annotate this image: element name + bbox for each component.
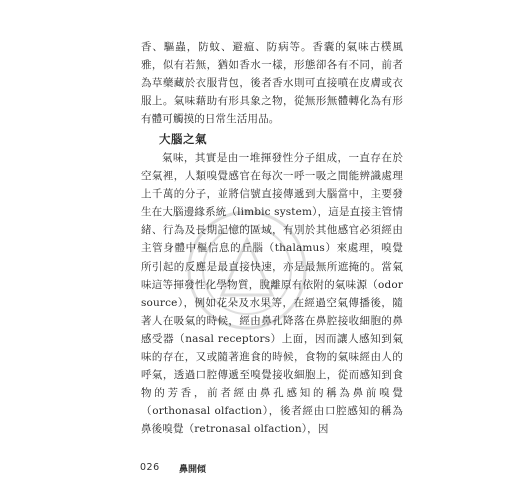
section-heading: 大腦之氣 xyxy=(159,132,207,146)
running-title: 鼻開傾 xyxy=(179,465,207,475)
intro-paragraph: 香、驅蟲，防蚊、避瘟、防病等。香囊的氣味古樸風雅，似有若無，猶如香水一樣，形態卻各有不同，前者為草藥藏於衣服背包，後者香水則可直接噴在皮膚或衣服上。氣味藉助有形具象之物，從無形無體轉化為有形有體可觸摸的日常生活用品。 xyxy=(141,41,403,126)
section-body-block xyxy=(141,149,403,439)
section-body-paragraph: 氣味，其實是由一堆揮發性分子組成，一直存在於空氣裡，人類嗅覺感官在每次一呼一吸之間能辨識處理上千萬的分子，並將信號直接傳遞到大腦當中，主要發生在大腦邊緣系統（limbic system），這是直接主管情緒、行為及長期記憶的區域，有別於其他感官必須經由主管身體中樞信息的丘腦（thalamus）來處理，嗅覺所引起的反應是最直接快速，亦是最無所遮掩的。當氣味這等揮發性化學物質，脫離原有依附的氣味源（odor source），例如花朵及水果等，在經過空氣傳播後，隨著人在吸氣的時候，經由鼻孔降落在鼻腔接收細胞的鼻感受器（nasal receptors）上面，因而讓人感知到氣味的存在，又或隨著進食的時候，食物的氣味經由人的呼氣，透過口腔傳遞至嗅覺接收細胞上，從而感知到食物的芳香，前者經由鼻孔感知的稱為鼻前嗅覺（orthonasal olfaction），後者經由口腔感知的稱為鼻後嗅覺（retronasal olfaction），因 xyxy=(141,152,403,436)
page-number: 026 xyxy=(140,462,160,473)
intro-paragraph-block xyxy=(141,38,403,128)
page-footer xyxy=(140,462,207,475)
